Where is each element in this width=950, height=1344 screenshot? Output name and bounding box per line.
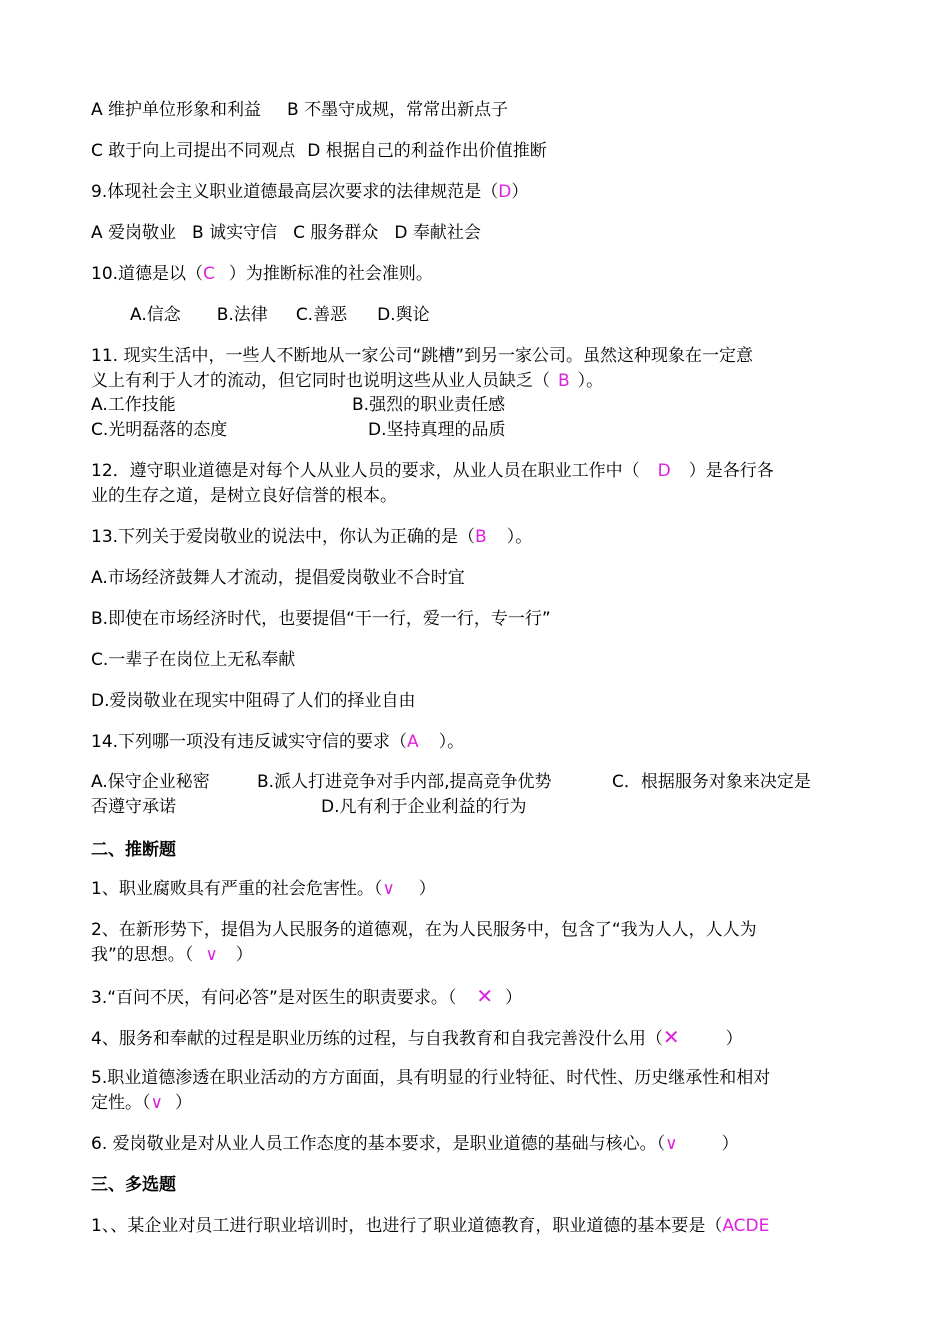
- q13-option-b: B.即使在市场经济时代，也要提倡“干一行，爱一行，专一行”: [91, 609, 551, 629]
- option-c: C.善恶: [295, 305, 348, 325]
- answer-check-mark: ∨: [205, 945, 218, 965]
- answer-check-mark: ∨: [382, 879, 395, 899]
- question-11-line-1: 11. 现实生活中，一些人不断地从一家公司“跳槽”到另一家公司。虽然这种现象在一定意: [91, 346, 754, 366]
- q13-option-c: C.一辈子在岗位上无私奉献: [91, 650, 296, 670]
- answer: B: [475, 527, 487, 547]
- multiple-choice-1: 1、、某企业对员工进行职业培训时，也进行了职业道德教育，职业道德的基本要是（ACDE: [91, 1216, 770, 1236]
- answer: C: [203, 264, 215, 284]
- option-b: B.法律: [216, 305, 268, 325]
- judgment-5-line-2: 定性。（∨ ）: [91, 1093, 192, 1113]
- answer: B: [558, 371, 570, 391]
- q13-option-d: D.爱岗敬业在现实中阻碍了人们的择业自由: [91, 691, 416, 711]
- question-12-line-2: 业的生存之道，是树立良好信誉的根本。: [91, 486, 397, 506]
- option-b: B 诚实守信: [192, 223, 278, 243]
- q8-options-row-2: [91, 139, 547, 163]
- option-a: A 维护单位形象和利益: [91, 100, 262, 120]
- q14-option-c-cont: 否遵守承诺: [91, 797, 176, 817]
- judgment-4: 4、服务和奉献的过程是职业历练的过程，与自我教育和自我完善没什么用（✕ ）: [91, 1025, 743, 1049]
- section-heading-judgment: 二、推断题: [91, 840, 176, 860]
- option-c: C 敢于向上司提出不同观点: [91, 141, 296, 161]
- q10-options: [130, 303, 430, 327]
- question-10: 10.道德是以（C ）为推断标准的社会准则。: [91, 264, 433, 284]
- q11-option-c: C.光明磊落的态度: [91, 420, 228, 440]
- question-9: 9.体现社会主义职业道德最高层次要求的法律规范是（D）: [91, 182, 529, 202]
- answer: D: [657, 461, 671, 481]
- option-d: D 奉献社会: [394, 223, 481, 243]
- q14-option-c: C．根据服务对象来决定是: [612, 772, 811, 792]
- option-a: A.信念: [130, 305, 181, 325]
- q13-option-a: A.市场经济鼓舞人才流动，提倡爱岗敬业不合时宜: [91, 568, 465, 588]
- judgment-2-line-2: 我”的思想。（ ∨ ）: [91, 945, 253, 965]
- q8-options-row-1: [91, 98, 508, 122]
- q11-option-d: D.坚持真理的品质: [368, 420, 506, 440]
- option-a: A 爱岗敬业: [91, 223, 177, 243]
- question-13: 13.下列关于爱岗敬业的说法中，你认为正确的是（B ）。: [91, 527, 533, 547]
- answer-cross-mark: ✕: [662, 1025, 680, 1049]
- question-14: 14.下列哪一项没有违反诚实守信的要求（A ）。: [91, 732, 465, 752]
- answer: D: [498, 182, 512, 202]
- option-d: D.舆论: [377, 305, 430, 325]
- q14-option-a: A.保守企业秘密: [91, 772, 210, 792]
- judgment-1: 1、职业腐败具有严重的社会危害性。（∨ ）: [91, 879, 436, 899]
- q14-option-d: D.凡有利于企业利益的行为: [321, 797, 527, 817]
- option-d: D 根据自己的利益作出价值推断: [307, 141, 547, 161]
- q11-option-b: B.强烈的职业责任感: [352, 395, 506, 415]
- judgment-5-line-1: 5.职业道德渗透在职业活动的方方面面，具有明显的行业特征、时代性、历史继承性和相对: [91, 1068, 771, 1088]
- q9-options: [91, 221, 481, 245]
- judgment-3: 3.“百问不厌，有问必答”是对医生的职责要求。（ ✕ ）: [91, 984, 523, 1008]
- section-heading-multiple-choice: 三、多选题: [91, 1175, 176, 1195]
- q11-option-a: A.工作技能: [91, 395, 176, 415]
- judgment-6: 6. 爱岗敬业是对从业人员工作态度的基本要求，是职业道德的基础与核心。（∨ ）: [91, 1134, 739, 1154]
- judgment-2-line-1: 2、在新形势下，提倡为人民服务的道德观，在为人民服务中，包含了“我为人人，人人为: [91, 920, 757, 940]
- option-c: C 服务群众: [293, 223, 379, 243]
- answer-check-mark: ∨: [665, 1134, 678, 1154]
- answer-check-mark: ∨: [150, 1093, 163, 1113]
- answer: ACDE: [722, 1216, 770, 1236]
- answer-cross-mark: ✕: [476, 984, 494, 1008]
- q14-option-b: B.派人打进竞争对手内部,提高竞争优势: [257, 772, 552, 792]
- question-11-line-2: 义上有利于人才的流动，但它同时也说明这些从业人员缺乏（ B ）。: [91, 371, 604, 391]
- option-b: B 不墨守成规，常常出新点子: [287, 100, 509, 120]
- answer: A: [407, 732, 419, 752]
- question-12-line-1: 12．遵守职业道德是对每个人从业人员的要求，从业人员在职业工作中（ D ）是各行各: [91, 461, 774, 481]
